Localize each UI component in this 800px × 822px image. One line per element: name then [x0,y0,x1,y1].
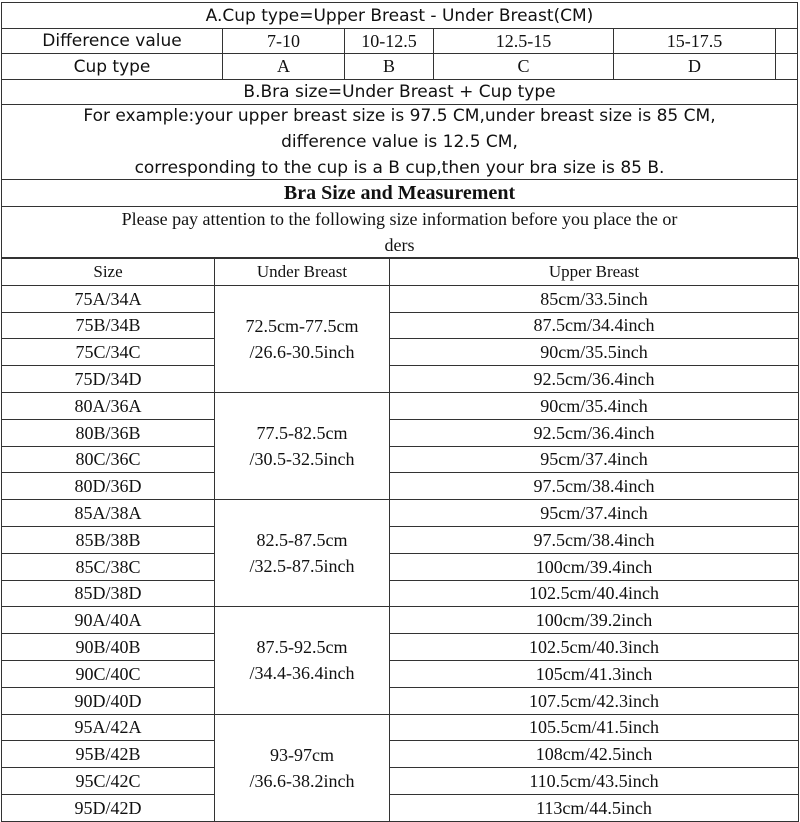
size-cell: 85A/38A [2,500,215,527]
bra-size-title-row [1,80,798,105]
table-row [2,580,799,607]
table-row [2,660,799,687]
table-row [2,500,799,527]
upper-breast-cell: 92.5cm/36.4inch [390,366,799,393]
cup-type-row [1,54,798,80]
table-row [2,419,799,446]
size-cell: 90A/40A [2,607,215,634]
table-row [2,553,799,580]
under-breast-inch: /30.5-32.5inch [249,449,355,470]
under-breast-range-cell [215,714,390,821]
cup-letter-cell: C [433,54,613,79]
upper-breast-cell: 107.5cm/42.3inch [390,687,799,714]
upper-breast-column-header: Upper Breast [390,259,799,286]
table-row [2,768,799,795]
upper-breast-cell: 92.5cm/36.4inch [390,419,799,446]
table-row [2,339,799,366]
example-line: For example:your upper breast size is 97.5 CM,under breast size is 85 CM, [83,106,716,126]
example-line: difference value is 12.5 CM, [281,132,518,152]
table-row [2,687,799,714]
example-row [1,105,798,180]
difference-value-row [1,29,798,54]
difference-range-cell: 12.5-15 [433,29,613,53]
under-breast-cm: 77.5-82.5cm [256,423,348,444]
upper-breast-cell: 90cm/35.4inch [390,392,799,419]
cup-type-title-row [1,2,798,29]
example-text [2,105,797,179]
cup-type-label: Cup type [73,56,151,77]
cup-letter-cell: B [344,54,433,79]
under-breast-cm: 87.5-92.5cm [256,637,348,658]
under-breast-range-cell [215,392,390,499]
size-cell: 95D/42D [2,794,215,821]
size-column-header: Size [2,259,215,286]
table-row [2,366,799,393]
table-row [2,392,799,419]
size-cell: 80A/36A [2,392,215,419]
size-cell: 80B/36B [2,419,215,446]
size-cell: 85C/38C [2,553,215,580]
size-cell: 90D/40D [2,687,215,714]
under-breast-range-cell [215,607,390,714]
upper-breast-cell: 95cm/37.4inch [390,446,799,473]
under-breast-inch: /32.5-87.5inch [249,556,355,577]
size-cell: 85D/38D [2,580,215,607]
table-header-row [2,259,799,286]
table-row [2,526,799,553]
difference-range-cell: 15-17.5 [613,29,775,53]
size-table [1,258,799,822]
upper-breast-cell: 95cm/37.4inch [390,500,799,527]
upper-breast-cell: 90cm/35.5inch [390,339,799,366]
size-cell: 80D/36D [2,473,215,500]
upper-breast-cell: 105.5cm/41.5inch [390,714,799,741]
cup-letter-cell: D [613,54,775,79]
empty-cell [775,54,797,79]
table-row [2,446,799,473]
upper-breast-cell: 97.5cm/38.4inch [390,526,799,553]
upper-breast-cell: 87.5cm/34.4inch [390,312,799,339]
table-row [2,285,799,312]
example-line: corresponding to the cup is a B cup,then your bra size is 85 B. [134,158,665,178]
table-row [2,794,799,821]
under-breast-inch: /26.6-30.5inch [249,341,355,362]
cup-letter-cell: A [222,54,344,79]
empty-cell [775,29,797,53]
difference-range-cell: 7-10 [222,29,344,53]
size-cell: 75C/34C [2,339,215,366]
size-cell: 95A/42A [2,714,215,741]
table-row [2,312,799,339]
notice-text [2,207,797,257]
under-breast-inch: /36.6-38.2inch [249,770,355,791]
upper-breast-cell: 108cm/42.5inch [390,741,799,768]
under-breast-range-cell [215,500,390,607]
under-breast-cm: 72.5cm-77.5cm [245,315,359,336]
upper-breast-cell: 105cm/41.3inch [390,660,799,687]
difference-value-label: Difference value [42,31,182,51]
size-cell: 85B/38B [2,526,215,553]
difference-range-cell: 10-12.5 [344,29,433,53]
table-row [2,473,799,500]
size-cell: 90C/40C [2,660,215,687]
table-row [2,714,799,741]
upper-breast-cell: 100cm/39.2inch [390,607,799,634]
table-row [2,634,799,661]
upper-breast-cell: 102.5cm/40.4inch [390,580,799,607]
notice-line: Please pay attention to the following size information before you place the or [121,209,678,229]
size-cell: 95B/42B [2,741,215,768]
upper-breast-cell: 102.5cm/40.3inch [390,634,799,661]
table-row [2,607,799,634]
size-cell: 75D/34D [2,366,215,393]
cup-type-title: A.Cup type=Upper Breast - Under Breast(CM) [205,5,594,26]
size-cell: 90B/40B [2,634,215,661]
upper-breast-cell: 110.5cm/43.5inch [390,768,799,795]
measurement-title: Bra Size and Measurement [283,181,516,204]
upper-breast-cell: 100cm/39.4inch [390,553,799,580]
measurement-title-row [1,180,798,207]
notice-line: ders [384,235,415,255]
under-breast-range-cell [215,285,390,392]
upper-breast-cell: 97.5cm/38.4inch [390,473,799,500]
under-breast-inch: /34.4-36.4inch [249,663,355,684]
under-breast-cm: 93-97cm [270,744,334,765]
size-cell: 75B/34B [2,312,215,339]
bra-size-title: B.Bra size=Under Breast + Cup type [243,82,556,102]
notice-row [1,207,798,258]
size-cell: 80C/36C [2,446,215,473]
under-breast-column-header: Under Breast [215,259,390,286]
table-row [2,741,799,768]
size-cell: 75A/34A [2,285,215,312]
size-cell: 95C/42C [2,768,215,795]
upper-breast-cell: 85cm/33.5inch [390,285,799,312]
upper-breast-cell: 113cm/44.5inch [390,794,799,821]
under-breast-cm: 82.5-87.5cm [256,530,348,551]
